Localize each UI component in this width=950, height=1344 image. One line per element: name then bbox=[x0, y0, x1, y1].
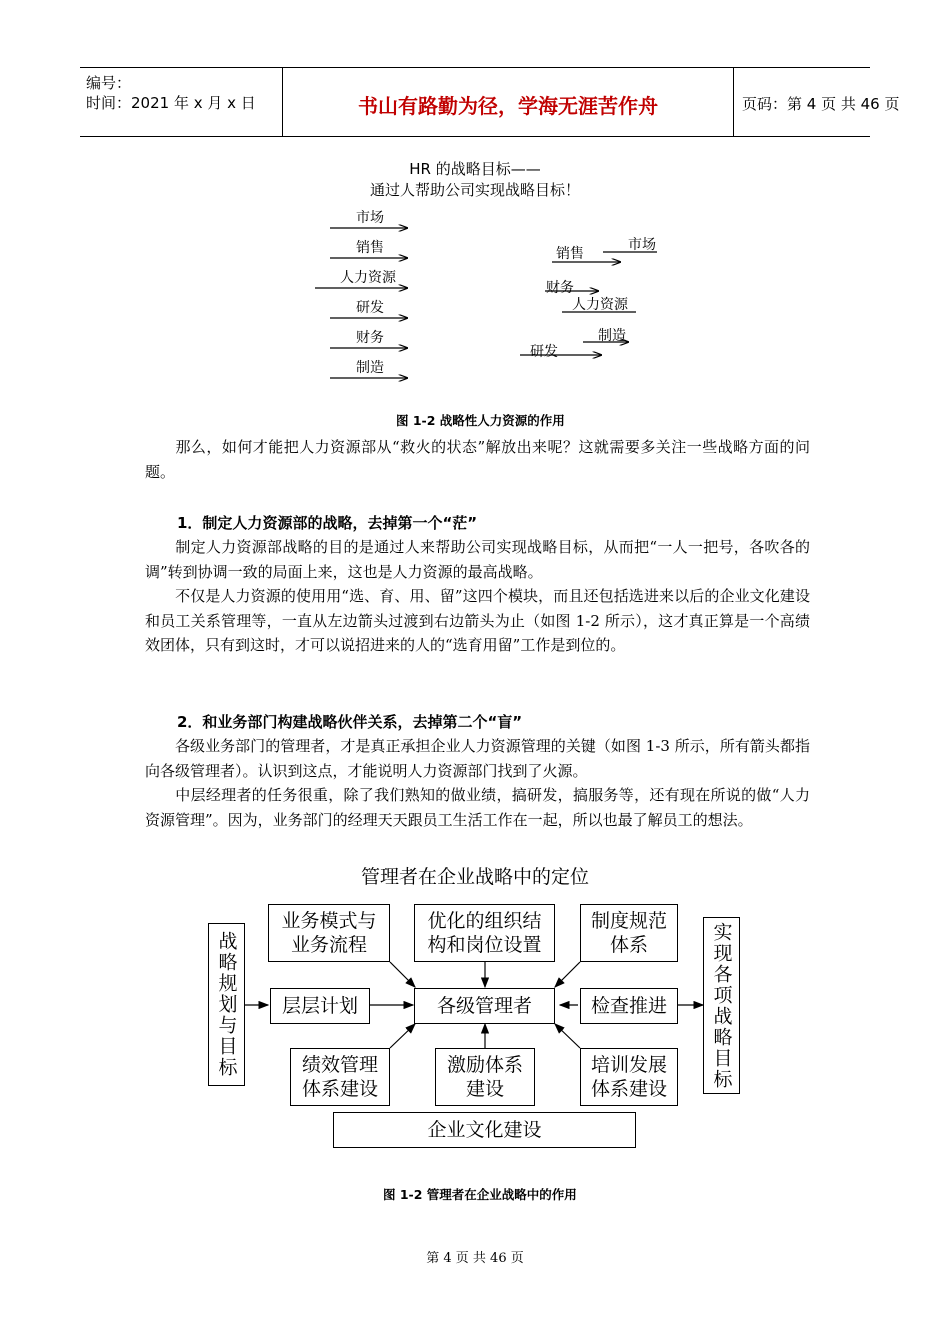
box-layered-plans: 层层计划 bbox=[270, 988, 370, 1024]
paragraph-4: 各级业务部门的管理者，才是真正承担企业人力资源管理的关键（如图 1-3 所示，所有箭头都指向各级管理者）。认识到这点，才能说明人力资源部门找到了火源。 bbox=[145, 737, 810, 780]
paragraph-1: 那么，如何才能把人力资源部从“救火的状态”解放出来呢？这就需要多关注一些战略方面的问题。 bbox=[145, 438, 810, 481]
fig1-left-label-market: 市场 bbox=[356, 210, 384, 226]
figure2-caption: 图 1-2 管理者在企业战略中的作用 bbox=[383, 1187, 577, 1202]
box-inspection: 检查推进 bbox=[580, 988, 678, 1024]
paragraph-3: 不仅是人力资源的使用用“选、育、用、留”这四个模块，而且还包括选进来以后的企业文化建设和员工关系管理等，一直从左边箭头过渡到右边箭头为止（如图 1-2 所示），这才真正算是一个高绩效团体，只有到这时，才可以说招进来的人的“选育用留”工作是到位的。 bbox=[145, 587, 810, 654]
box-performance: 绩效管理体系建设 bbox=[290, 1048, 390, 1106]
fig1-left-label-manufacturing: 制造 bbox=[356, 360, 384, 376]
box-incentive: 激励体系建设 bbox=[435, 1048, 535, 1106]
fig1-left-label-rnd: 研发 bbox=[356, 300, 384, 316]
box-strategy-planning: 战略规划与目标 bbox=[208, 923, 245, 1086]
figure1-caption: 图 1-2 战略性人力资源的作用 bbox=[396, 413, 565, 428]
box-achieve-goals: 实现各项战略目标 bbox=[703, 917, 740, 1094]
paragraph-2: 制定人力资源部战略的目的是通过人来帮助公司实现战略目标，从而把“一人一把号，各吹各的调”转到协调一致的局面上来，这也是人力资源的最高战略。 bbox=[145, 538, 810, 581]
fig1-right-label-finance: 财务 bbox=[546, 280, 574, 296]
box-training: 培训发展体系建设 bbox=[580, 1048, 678, 1106]
heading-1: 1．制定人力资源部的战略，去掉第一个“茫” bbox=[177, 514, 478, 532]
fig1-right-label-rnd: 研发 bbox=[530, 344, 558, 360]
number-label: 编号： bbox=[86, 74, 132, 92]
figure1-title-line2: 通过人帮助公司实现战略目标！ bbox=[369, 181, 580, 199]
heading-2: 2．和业务部门构建战略伙伴关系，去掉第二个“盲” bbox=[177, 713, 523, 731]
fig1-left-label-hr: 人力资源 bbox=[340, 270, 396, 286]
figure2-title: 管理者在企业战略中的定位 bbox=[360, 866, 589, 888]
box-business-model: 业务模式与业务流程 bbox=[268, 904, 390, 962]
motto: 书山有路勤为径，学海无涯苦作舟 bbox=[358, 94, 658, 118]
page-footer: 第 4 页 共 46 页 bbox=[426, 1251, 524, 1266]
box-culture: 企业文化建设 bbox=[333, 1112, 636, 1148]
fig1-right-label-market: 市场 bbox=[628, 237, 656, 253]
box-managers: 各级管理者 bbox=[414, 988, 555, 1024]
fig1-right-label-sales: 销售 bbox=[556, 246, 584, 262]
fig1-left-label-sales: 销售 bbox=[356, 240, 384, 256]
page-label: 页码：第 4 页 共 46 页 bbox=[742, 95, 900, 113]
fig1-left-label-finance: 财务 bbox=[356, 330, 384, 346]
fig1-right-label-hr: 人力资源 bbox=[572, 297, 628, 313]
box-regulations: 制度规范体系 bbox=[580, 904, 678, 962]
time-label: 时间：2021 年 x 月 x 日 bbox=[86, 94, 256, 112]
figure1-title-line1: HR 的战略目标—— bbox=[409, 160, 541, 178]
box-org-structure: 优化的组织结构和岗位设置 bbox=[414, 904, 555, 962]
paragraph-5: 中层经理者的任务很重，除了我们熟知的做业绩，搞研发，搞服务等，还有现在所说的做“人力资源管理”。因为，业务部门的经理天天跟员工生活工作在一起，所以也最了解员工的想法。 bbox=[145, 786, 810, 829]
fig1-right-label-manufacturing: 制造 bbox=[598, 328, 626, 344]
